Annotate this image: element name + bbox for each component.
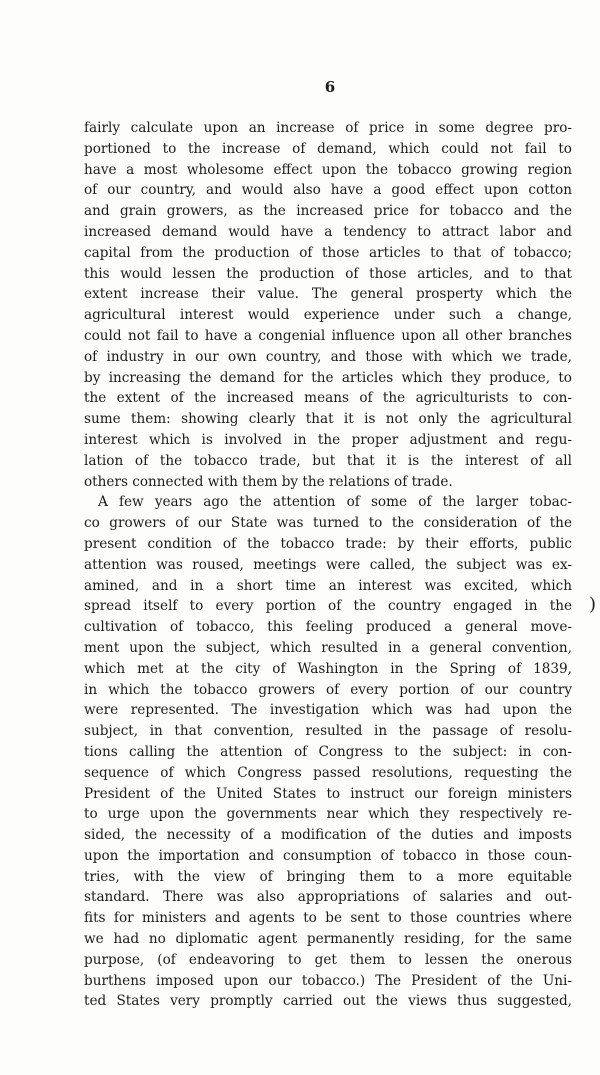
text-line: capital from the production of those articles to that of tobacco; xyxy=(84,244,572,261)
text-line: interest which is involved in the proper adjustment and regu- xyxy=(84,431,572,448)
text-line: present condition of the tobacco trade: by their efforts, public xyxy=(84,535,572,552)
text-line: attention was roused, meetings were called, the subject was ex- xyxy=(84,556,572,573)
text-line: lation of the tobacco trade, but that it is the interest of all xyxy=(84,452,572,469)
text-line: sequence of which Congress passed resolutions, requesting the xyxy=(84,764,572,781)
text-line: and grain growers, as the increased price for tobacco and the xyxy=(84,203,572,220)
text-line: upon the importation and consumption of tobacco in those coun- xyxy=(84,847,572,864)
text-line: ment upon the subject, which resulted in a general convention, xyxy=(84,639,572,656)
text-line: this would lessen the production of those articles, and to that xyxy=(84,265,572,282)
text-line: tries, with the view of bringing them to a more equitable xyxy=(84,868,572,885)
text-line: sume them: showing clearly that it is not only the agricultural xyxy=(84,411,572,428)
text-line: to urge upon the governments near which they respectively re- xyxy=(84,806,572,823)
body-text xyxy=(84,118,572,1012)
text-line: increased demand would have a tendency to attract labor and xyxy=(84,223,572,240)
text-line: standard. There was also appropriations of salaries and out- xyxy=(84,889,572,906)
text-line: co growers of our State was turned to the consideration of the xyxy=(84,515,572,532)
text-line: have a most wholesome effect upon the tobacco growing region xyxy=(84,161,572,178)
page-number: 6 xyxy=(324,78,336,96)
text-line: the extent of the increased means of the agriculturists to con- xyxy=(84,390,572,407)
text-line: burthens imposed upon our tobacco.) The President of the Uni- xyxy=(84,972,572,989)
text-line: portioned to the increase of demand, which could not fail to xyxy=(84,140,572,157)
text-line: ted States very promptly carried out the views thus suggested, xyxy=(84,993,572,1010)
text-line: President of the United States to instruct our foreign ministers xyxy=(84,785,572,802)
text-line: purpose, (of endeavoring to get them to lessen the onerous xyxy=(84,951,572,968)
paragraph-end-line: others connected with them by the relations of trade. xyxy=(84,473,453,490)
text-line: of our country, and would also have a good effect upon cotton xyxy=(84,182,572,199)
text-line: by increasing the demand for the articles which they produce, to xyxy=(84,369,572,386)
text-line: could not fail to have a congenial influence upon all other branches xyxy=(84,327,572,344)
text-line: extent increase their value. The general prosperty which the xyxy=(84,286,572,303)
text-line: agricultural interest would experience under such a change, xyxy=(84,307,572,324)
text-line: of industry in our own country, and those with which we trade, xyxy=(84,348,572,365)
text-line: fits for ministers and agents to be sent to those countries where xyxy=(84,910,572,927)
paragraph-start-line: A few years ago the attention of some of the larger tobac- xyxy=(98,494,572,511)
text-line: amined, and in a short time an interest was excited, which xyxy=(84,577,572,594)
text-line: cultivation of tobacco, this feeling produced a general move- xyxy=(84,619,572,636)
text-line: subject, in that convention, resulted in the passage of resolu- xyxy=(84,723,572,740)
text-line: tions calling the attention of Congress to the subject: in con- xyxy=(84,743,572,760)
text-line: in which the tobacco growers of every portion of our country xyxy=(84,681,572,698)
text-line: which met at the city of Washington in the Spring of 1839, xyxy=(84,660,572,677)
text-line: we had no diplomatic agent permanently residing, for the same xyxy=(84,931,572,948)
text-line: sided, the necessity of a modification of the duties and imposts xyxy=(84,827,572,844)
margin-bracket-mark: ) xyxy=(588,594,596,615)
text-line: fairly calculate upon an increase of price in some degree pro- xyxy=(84,120,572,136)
text-line: were represented. The investigation which was had upon the xyxy=(84,702,572,719)
text-line: spread itself to every portion of the country engaged in the xyxy=(84,598,572,615)
